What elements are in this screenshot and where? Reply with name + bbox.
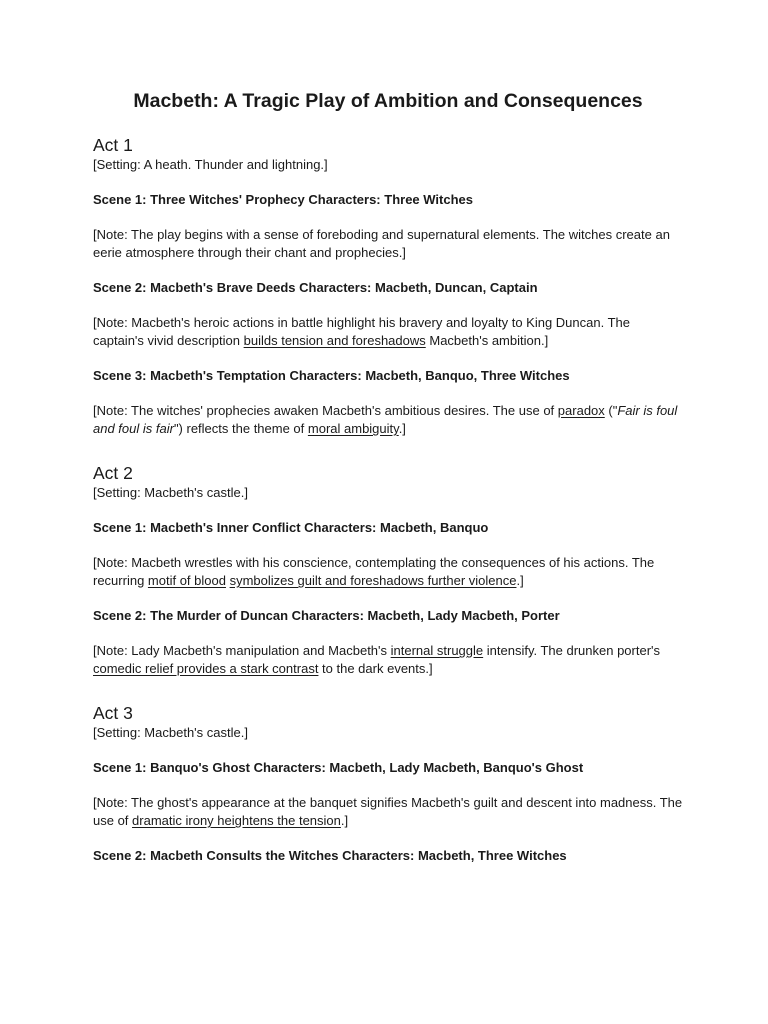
act-heading: Act 3 <box>93 703 133 723</box>
note-text: .] <box>516 573 524 588</box>
act-heading: Act 1 <box>93 135 133 155</box>
act-setting: [Setting: Macbeth's castle.] <box>93 485 248 500</box>
note-text: [Note: The play begins with a sense of foreboding and supernatural elements. The witches create an eerie atmosphere through their chant and prophecies.] <box>93 227 670 260</box>
note-text: to the dark events.] <box>318 661 433 676</box>
act-setting: [Setting: Macbeth's castle.] <box>93 725 248 740</box>
note-text: Macbeth's ambition.] <box>425 333 549 348</box>
note-text: [Note: Macbeth wrestles with his conscience, contemplating the consequences of his actions. The recurring <box>93 555 655 588</box>
note-text: [Note: Lady Macbeth's manipulation and Macbeth's <box>93 643 391 658</box>
scene-title: Scene 2: The Murder of Duncan Characters: Macbeth, Lady Macbeth, Porter <box>93 608 560 623</box>
note-text: [Note: The witches' prophecies awaken Macbeth's ambitious desires. The use of <box>93 403 558 418</box>
document-page <box>93 88 683 889</box>
underlined-phrase: dramatic irony heightens the tension <box>132 813 341 828</box>
note-text: [Note: Macbeth's heroic actions in battle highlight his bravery and loyalty to King Duncan. The captain's vivid description <box>93 315 630 348</box>
scene-note <box>93 642 683 678</box>
underlined-phrase: motif of blood <box>147 573 226 588</box>
note-text: intensify. The drunken porter's <box>483 643 661 658</box>
scene-note <box>93 794 683 830</box>
act-section-2 <box>93 462 683 678</box>
scene-note <box>93 314 683 350</box>
act-section-3 <box>93 702 683 865</box>
scene-title: Scene 2: Macbeth's Brave Deeds Characters: Macbeth, Duncan, Captain <box>93 280 538 295</box>
document-title: Macbeth: A Tragic Play of Ambition and Consequences <box>133 90 643 112</box>
note-text: ") reflects the theme of <box>173 421 308 436</box>
scene-title: Scene 1: Banquo's Ghost Characters: Macbeth, Lady Macbeth, Banquo's Ghost <box>93 760 584 775</box>
underlined-phrase: builds tension and foreshadows <box>243 333 426 348</box>
note-text: (" <box>604 403 618 418</box>
quoted-line: Fair is foul and foul is fair <box>93 403 678 436</box>
act-section-1 <box>93 134 683 438</box>
note-text: [Note: The ghost's appearance at the banquet signifies Macbeth's guilt and descent into madness. The use of <box>93 795 683 828</box>
underlined-phrase: comedic relief provides a stark contrast <box>93 661 319 676</box>
underlined-phrase: internal struggle <box>390 643 484 658</box>
scene-note <box>93 554 683 590</box>
scene-title: Scene 3: Macbeth's Temptation Characters: Macbeth, Banquo, Three Witches <box>93 368 570 383</box>
underlined-phrase: moral ambiguity <box>307 421 399 436</box>
scene-note <box>93 402 683 438</box>
scene-title: Scene 1: Three Witches' Prophecy Characters: Three Witches <box>93 192 473 207</box>
act-heading: Act 2 <box>93 463 133 483</box>
scene-note <box>93 226 683 262</box>
act-setting: [Setting: A heath. Thunder and lightning.] <box>93 157 328 172</box>
note-text: .] <box>398 421 406 436</box>
underlined-phrase: paradox <box>557 403 605 418</box>
scene-title: Scene 1: Macbeth's Inner Conflict Characters: Macbeth, Banquo <box>93 520 489 535</box>
scene-title: Scene 2: Macbeth Consults the Witches Characters: Macbeth, Three Witches <box>93 848 567 863</box>
underlined-phrase: symbolizes guilt and foreshadows further violence <box>229 573 517 588</box>
note-text: .] <box>340 813 349 828</box>
